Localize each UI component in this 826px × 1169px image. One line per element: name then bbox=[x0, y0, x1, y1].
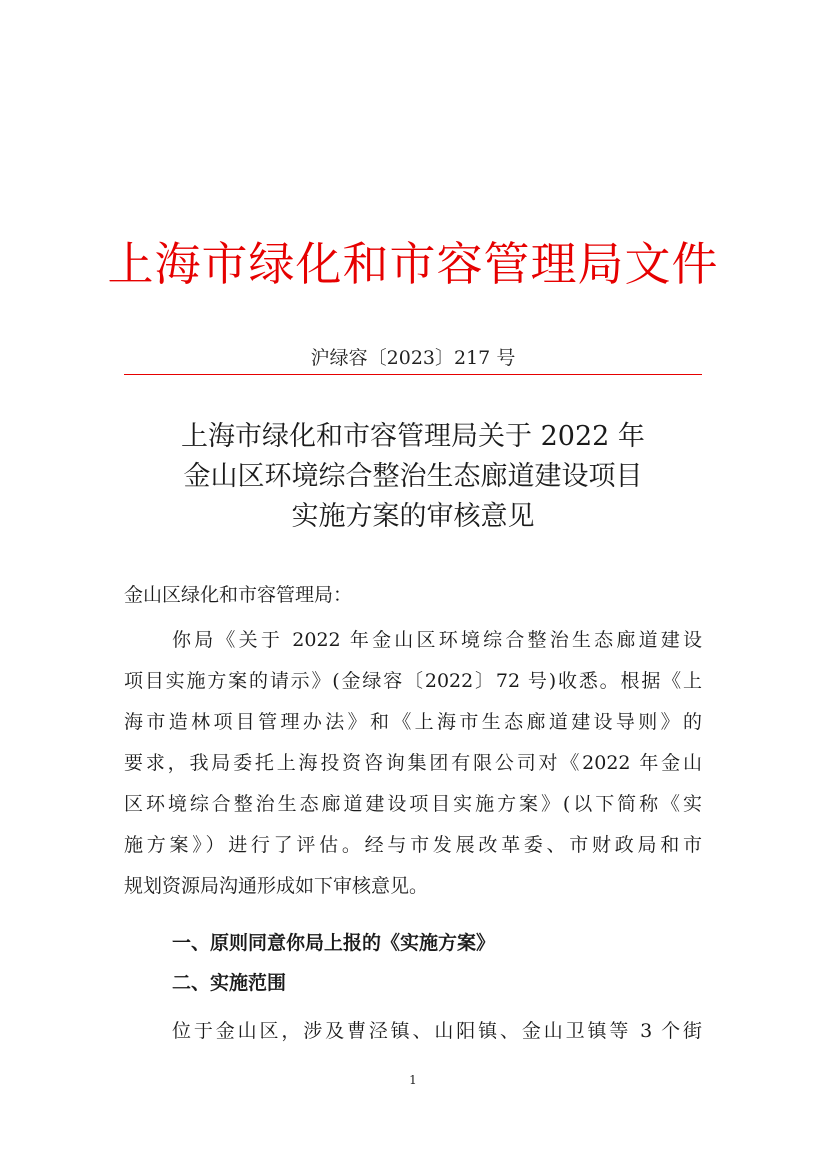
salutation: 金山区绿化和市容管理局： bbox=[124, 584, 353, 606]
document-title-line: 上海市绿化和市容管理局关于 2022 年 bbox=[181, 421, 645, 452]
body-line: 区环境综合整治生态廊道建设项目实施方案》(以下简称《实 bbox=[124, 793, 702, 815]
body-line: 海市造林项目管理办法》和《上海市生态廊道建设导则》的 bbox=[124, 711, 702, 733]
page-number: 1 bbox=[409, 1073, 417, 1087]
document-title-line: 金山区环境综合整治生态廊道建设项目 bbox=[183, 461, 643, 492]
body-line: 规划资源局沟通形成如下审核意见。 bbox=[124, 875, 429, 897]
body-line-continued: 位于金山区，涉及曹泾镇、山阳镇、金山卫镇等 3 个街 bbox=[172, 1020, 702, 1042]
red-divider-line bbox=[124, 374, 702, 375]
body-line: 要求，我局委托上海投资咨询集团有限公司对《2022 年金山 bbox=[124, 752, 702, 774]
issuer-header-title: 上海市绿化和市容管理局文件 bbox=[107, 237, 719, 291]
document-number: 沪绿容〔2023〕217 号 bbox=[310, 347, 516, 369]
body-line: 项目实施方案的请示》(金绿容〔2022〕72 号)收悉。根据《上 bbox=[124, 670, 702, 692]
document-title-line: 实施方案的审核意见 bbox=[291, 501, 535, 532]
document-title bbox=[0, 417, 826, 537]
section-heading-2: 二、实施范围 bbox=[172, 972, 287, 994]
section-heading-1: 一、原则同意你局上报的《实施方案》 bbox=[172, 932, 496, 954]
body-line: 你局《关于 2022 年金山区环境综合整治生态廊道建设 bbox=[172, 629, 702, 651]
body-paragraph bbox=[124, 620, 702, 907]
body-line: 施方案》）进行了评估。经与市发展改革委、市财政局和市 bbox=[124, 834, 702, 856]
